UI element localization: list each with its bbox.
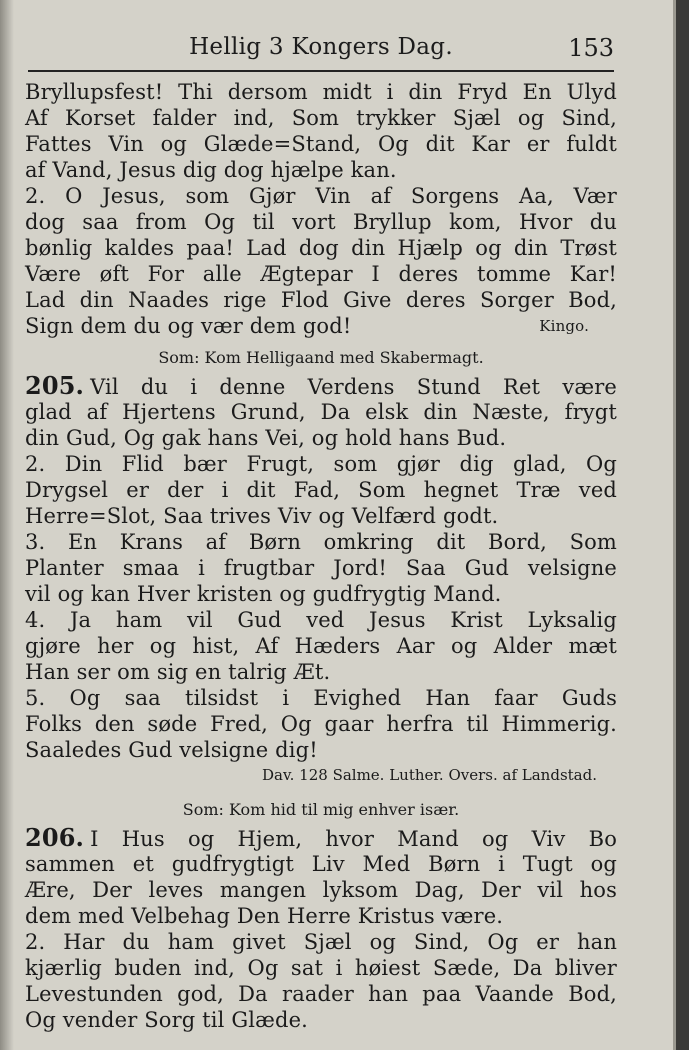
verse-line: 2. Din Flid bær Frugt, som gjør dig glad, Og — [25, 452, 617, 476]
verse-line: af Vand, Jesus dig dog hjælpe kan. — [25, 158, 397, 182]
verse-line: 2. O Jesus, som Gjør Vin af Sorgens Aa, Vær — [25, 184, 617, 208]
verse-line: Planter smaa i frugtbar Jord! Saa Gud velsigne — [25, 556, 617, 580]
verse-line: Fattes Vin og Glæde=Stand, Og dit Kar er fuldt — [25, 132, 617, 156]
verse-line: Ære, Der leves mangen lyksom Dag, Der vil hos — [25, 878, 617, 902]
verse-line: 4. Ja ham vil Gud ved Jesus Krist Lyksalig — [25, 608, 617, 632]
verse-line: 5. Og saa tilsidst i Evighed Han faar Guds — [25, 686, 617, 710]
page-spine-shadow — [0, 0, 14, 1050]
hymn-number: 205. — [25, 371, 85, 400]
running-title: Hellig 3 Kongers Dag. — [189, 34, 453, 60]
verse-line: Drygsel er der i dit Fad, Som hegnet Træ ved — [25, 478, 617, 502]
page-body — [25, 79, 617, 1033]
hymn-first-line — [25, 825, 617, 851]
verse-line: Levestunden god, Da raader han paa Vaande Bod, — [25, 982, 617, 1006]
verse-line: 2. Har du ham givet Sjæl og Sind, Og er han — [25, 930, 617, 954]
verse-line: gjøre her og hist, Af Hæders Aar og Alder mæt — [25, 634, 617, 658]
verse-line: Herre=Slot, Saa trives Viv og Velfærd godt. — [25, 504, 499, 528]
melody-note-205: Som: Kom Helligaand med Skabermagt. — [158, 348, 484, 367]
page-header — [28, 34, 614, 72]
hymn-first-line — [25, 373, 617, 399]
verse-line: bønlig kaldes paa! Lad dog din Hjælp og din Trøst — [25, 236, 617, 260]
verse-line: Bryllupsfest! Thi dersom midt i din Fryd En Ulyd — [25, 80, 617, 104]
verse-line: Være øft For alle Ægtepar I deres tomme Kar! — [25, 262, 617, 286]
hymn-credit: Dav. 128 Salme. Luther. Overs. af Landstad. — [261, 766, 597, 784]
verse-text: Vil du i denne Verdens Stund Ret være — [90, 375, 617, 399]
hymn-205 — [25, 373, 617, 791]
verse-line: Saaledes Gud velsigne dig! — [25, 738, 318, 762]
hymn-number: 206. — [25, 823, 85, 852]
verse-line: Folks den søde Fred, Og gaar herfra til Himmerig. — [25, 712, 617, 736]
verse-line: Af Korset falder ind, Som trykker Sjæl og Sind, — [25, 106, 617, 130]
melody-note-206: Som: Kom hid til mig enhver især. — [182, 800, 460, 819]
verse-line: sammen et gudfrygtigt Liv Med Børn i Tugt og — [25, 852, 617, 876]
verse-line: glad af Hjertens Grund, Da elsk din Næste, frygt — [25, 400, 617, 424]
verse-line: dog saa from Og til vort Bryllup kom, Hvor du — [25, 210, 617, 234]
hymn-204-continued — [25, 79, 617, 339]
verse-line: din Gud, Og gak hans Vei, og hold hans Bud. — [25, 426, 507, 450]
verse-line-with-author — [25, 313, 617, 339]
hymn-author: Kingo. — [539, 317, 589, 335]
verse-line: dem med Velbehag Den Herre Kristus være. — [25, 904, 504, 928]
verse-line: Lad din Naades rige Flod Give deres Sorger Bod, — [25, 288, 617, 312]
verse-line: Han ser om sig en talrig Æt. — [25, 660, 331, 684]
verse-line: kjærlig buden ind, Og sat i høiest Sæde, Da bliver — [25, 956, 617, 980]
page-number: 153 — [568, 34, 614, 62]
verse-text: I Hus og Hjem, hvor Mand og Viv Bo — [90, 827, 617, 851]
hymn-206 — [25, 825, 617, 1033]
verse-line: vil og kan Hver kristen og gudfrygtig Mand. — [25, 582, 502, 606]
verse-line: 3. En Krans af Børn omkring dit Bord, Som — [25, 530, 617, 554]
verse-line: Sign dem du og vær dem god! — [25, 314, 352, 338]
verse-line: Og vender Sorg til Glæde. — [25, 1008, 308, 1032]
